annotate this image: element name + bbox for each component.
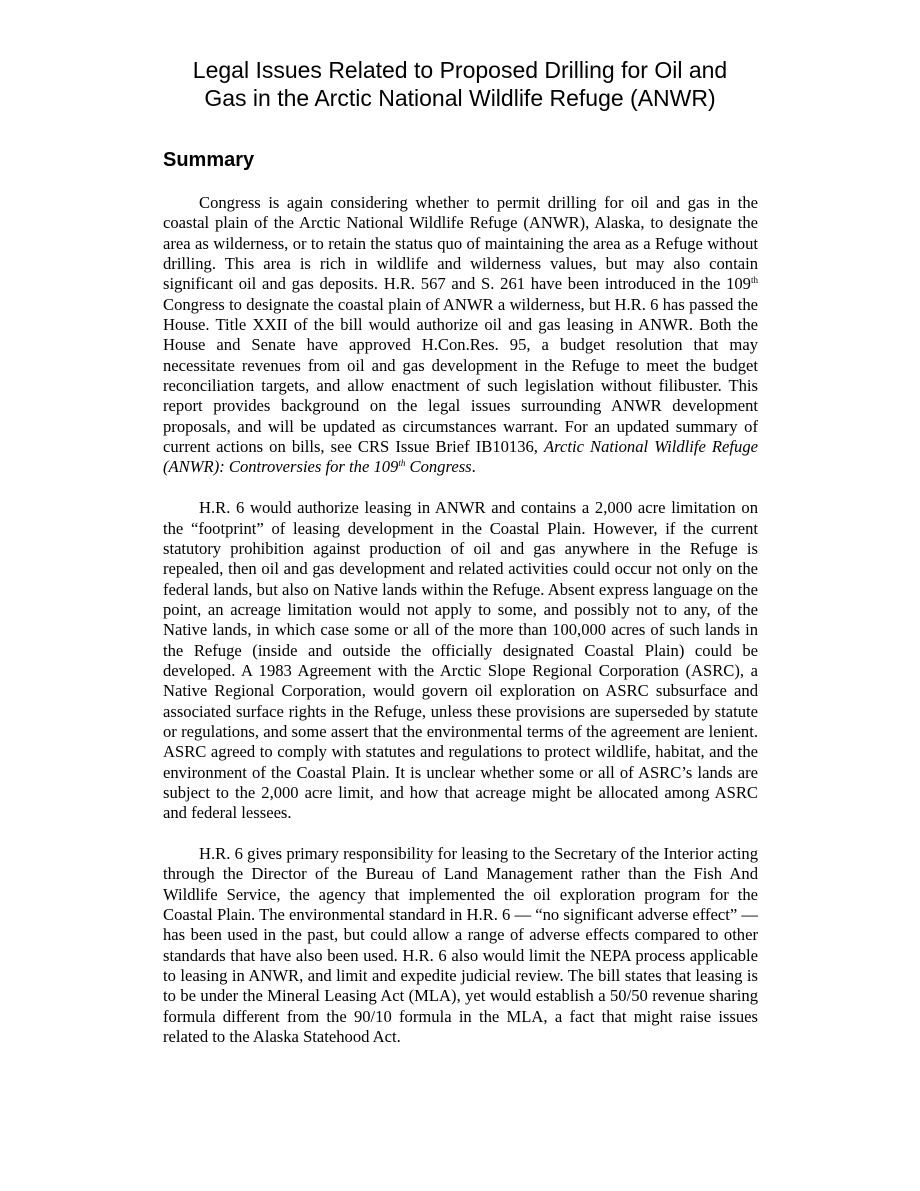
report-title-part-a: Arctic National Wildlife Refuge (ANWR): Controversies for the 109 xyxy=(163,437,758,477)
paragraph-1-end: . xyxy=(471,457,476,477)
summary-heading: Summary xyxy=(163,149,255,171)
paragraph-1-text-b: Congress to designate the coastal plain of ANWR a wilderness, but H.R. 6 has passed the House. Title XXII of the bill would authorize oil and gas leasing in ANWR. Both the House and Senate have approved H.Con.Res. 95, a budget resolution that may necessitate revenues from oil and gas development in the Refuge to meet the budget reconciliation targets, and allow enactment of such legislation without filibuster. This report provides background on the legal issues surrounding ANWR development proposals, and will be updated as circumstances warrant. For an updated summary of current actions on bills, see CRS Issue Brief IB10136, xyxy=(163,294,758,457)
summary-paragraph-2: H.R. 6 would authorize leasing in ANWR and contains a 2,000 acre limitation on the “footprint” of leasing development in the Coastal Plain. However, if the current statutory prohibition against production of oil and gas anywhere in the Refuge is repealed, then oil and gas development and related activities could occur not only on the federal lands, but also on Native lands within the Refuge. Absent express language on the point, an acreage limitation would not apply to some, and possibly not to any, of the Native lands, in which case some or all of the more than 100,000 acres of such lands in the Refuge (inside and outside the officially designated Coastal Plain) could be developed. A 1983 Agreement with the Arctic Slope Regional Corporation (ASRC), a Native Regional Corporation, would govern oil exploration on ASRC subsurface and associated surface rights in the Refuge, unless these provisions are superseded by statute or regulations, and some assert that the environmental terms of the agreement are lenient. ASRC agreed to comply with statutes and regulations to protect wildlife, habitat, and the environment of the Coastal Plain. It is unclear whether some or all of ASRC’s lands are subject to the 2,000 acre limit, and how that acreage might be allocated among ASRC and federal lessees. xyxy=(163,498,758,823)
report-title-part-b: Congress xyxy=(405,457,472,477)
summary-paragraph-3: H.R. 6 gives primary responsibility for leasing to the Secretary of the Interior acting through the Director of the Bureau of Land Management rather than the Fish And Wildlife Service, the agency that implemented the oil exploration program for the Coastal Plain. The environmental standard in H.R. 6 — “no significant adverse effect” — has been used in the past, but could allow a range of adverse effects compared to other standards that have also been used. H.R. 6 also would limit the NEPA process applicable to leasing in ANWR, and limit and expedite judicial review. The bill states that leasing is to be under the Mineral Leasing Act (MLA), yet would establish a 50/50 revenue sharing formula different from the 90/10 formula in the MLA, a fact that might raise issues related to the Alaska Statehood Act. xyxy=(163,844,758,1047)
document-title-line-2: Gas in the Arctic National Wildlife Refuge (ANWR) xyxy=(204,85,716,111)
document-title-line-1: Legal Issues Related to Proposed Drilling for Oil and xyxy=(192,57,728,83)
ordinal-superscript: th xyxy=(750,275,758,286)
summary-paragraph-1 xyxy=(163,193,758,478)
ordinal-superscript: th xyxy=(398,458,406,469)
paragraph-1-text-a: Congress is again considering whether to permit drilling for oil and gas in the coastal plain of the Arctic National Wildlife Refuge (ANWR), Alaska, to designate the area as wilderness, or to retain the status quo of maintaining the area as a Refuge without drilling. This area is rich in wildlife and wilderness values, but may also contain significant oil and gas deposits. H.R. 567 and S. 261 have been introduced in the 109 xyxy=(163,193,758,294)
document-title xyxy=(160,56,760,112)
summary-body xyxy=(163,193,758,1068)
